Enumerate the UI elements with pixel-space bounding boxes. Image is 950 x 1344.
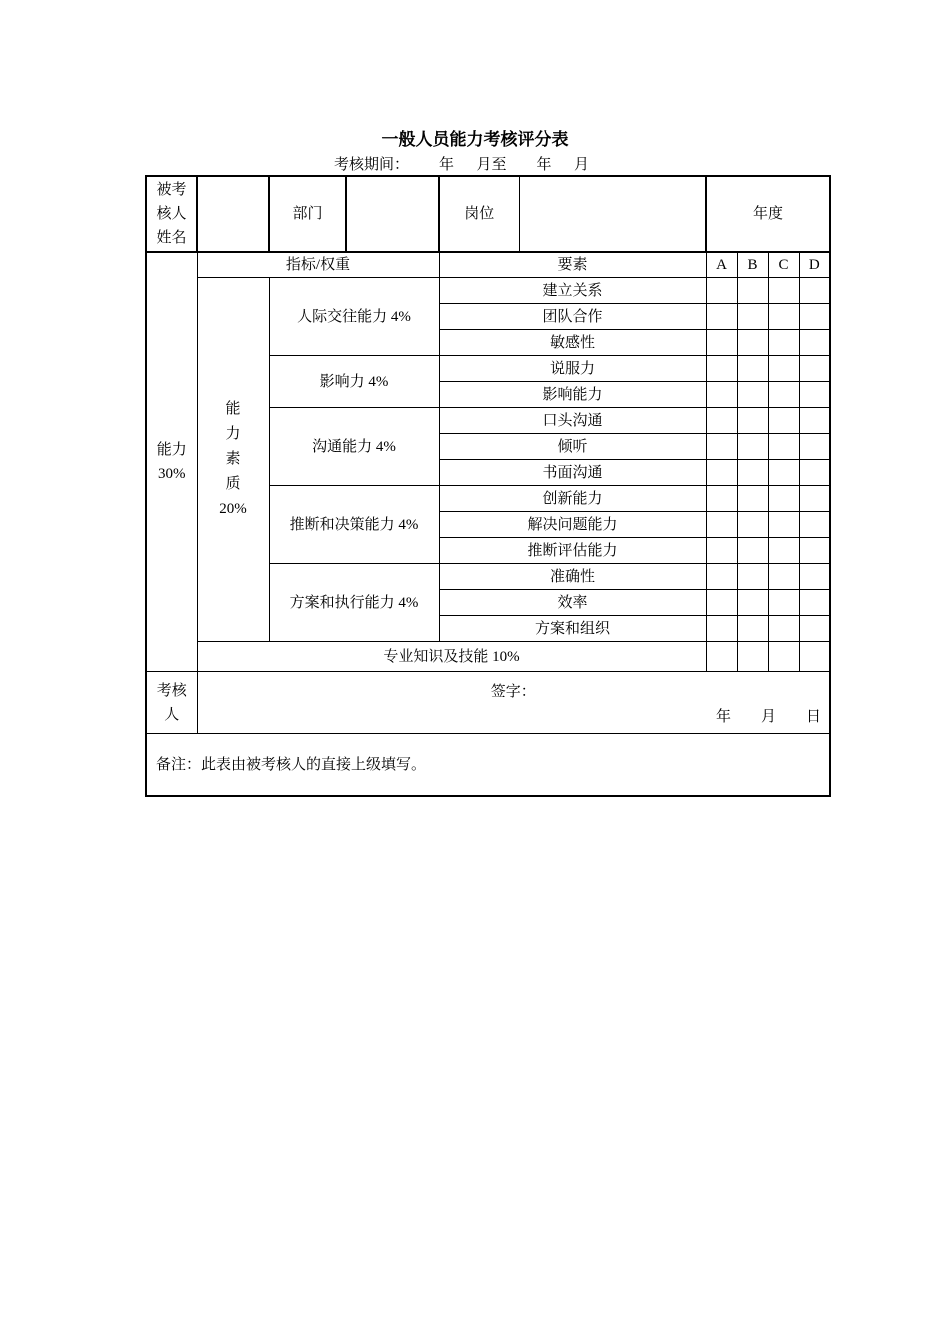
dept-label: 部门	[269, 176, 346, 252]
element-cell: 敏感性	[439, 330, 706, 356]
element-grade-c[interactable]	[768, 330, 799, 356]
element-cell: 建立关系	[439, 278, 706, 304]
element-header: 要素	[439, 252, 706, 278]
element-grade-c[interactable]	[768, 408, 799, 434]
grade-header-a: A	[706, 252, 737, 278]
element-cell: 方案和组织	[439, 616, 706, 642]
element-grade-c[interactable]	[768, 538, 799, 564]
skills-grade-c[interactable]	[768, 642, 799, 672]
signature-label: 签字：	[490, 684, 536, 700]
indicator-header: 指标/权重	[197, 252, 439, 278]
element-grade-b[interactable]	[737, 538, 768, 564]
skills-grade-d[interactable]	[799, 642, 830, 672]
grade-header-b: B	[737, 252, 768, 278]
element-grade-a[interactable]	[706, 538, 737, 564]
element-grade-a[interactable]	[706, 278, 737, 304]
reviewer-row	[146, 672, 830, 734]
note-text: 备注：此表由被考核人的直接上级填写。	[146, 734, 830, 797]
element-grade-d[interactable]	[799, 512, 830, 538]
element-cell: 创新能力	[439, 486, 706, 512]
year-label: 年度	[706, 176, 830, 252]
element-grade-b[interactable]	[737, 616, 768, 642]
element-grade-b[interactable]	[737, 278, 768, 304]
element-grade-c[interactable]	[768, 356, 799, 382]
element-grade-b[interactable]	[737, 486, 768, 512]
element-grade-a[interactable]	[706, 460, 737, 486]
element-grade-b[interactable]	[737, 382, 768, 408]
reviewer-signature-area[interactable]	[197, 672, 830, 734]
element-grade-b[interactable]	[737, 408, 768, 434]
ability-label-text: 能力 30%	[156, 442, 187, 482]
indicator-group: 沟通能力 4%	[269, 408, 439, 486]
element-grade-a[interactable]	[706, 356, 737, 382]
skills-grade-a[interactable]	[706, 642, 737, 672]
element-cell: 团队合作	[439, 304, 706, 330]
element-grade-b[interactable]	[737, 330, 768, 356]
element-grade-d[interactable]	[799, 590, 830, 616]
element-grade-b[interactable]	[737, 512, 768, 538]
element-cell: 影响能力	[439, 382, 706, 408]
element-grade-d[interactable]	[799, 382, 830, 408]
element-grade-c[interactable]	[768, 382, 799, 408]
element-grade-c[interactable]	[768, 512, 799, 538]
element-grade-c[interactable]	[768, 434, 799, 460]
element-grade-d[interactable]	[799, 434, 830, 460]
element-grade-c[interactable]	[768, 590, 799, 616]
ability-label	[146, 252, 197, 672]
element-grade-c[interactable]	[768, 304, 799, 330]
quality-label	[197, 278, 269, 642]
element-grade-c[interactable]	[768, 616, 799, 642]
signature-date: 年 月 日	[716, 709, 822, 725]
post-value[interactable]	[519, 176, 706, 252]
indicator-group: 推断和决策能力 4%	[269, 486, 439, 564]
form-title: 一般人员能力考核评分表	[381, 130, 569, 149]
element-cell: 效率	[439, 590, 706, 616]
indicator-group: 人际交往能力 4%	[269, 278, 439, 356]
header-row	[146, 176, 830, 252]
indicator-group: 方案和执行能力 4%	[269, 564, 439, 642]
element-cell: 说服力	[439, 356, 706, 382]
element-cell: 解决问题能力	[439, 512, 706, 538]
element-cell: 口头沟通	[439, 408, 706, 434]
assessment-period: 考核期间： 年 月至 年 月	[334, 157, 590, 173]
element-grade-a[interactable]	[706, 590, 737, 616]
element-row	[146, 278, 830, 304]
element-grade-d[interactable]	[799, 460, 830, 486]
element-grade-d[interactable]	[799, 486, 830, 512]
element-grade-d[interactable]	[799, 330, 830, 356]
grade-header-d: D	[799, 252, 830, 278]
element-grade-d[interactable]	[799, 278, 830, 304]
name-value[interactable]	[197, 176, 269, 252]
element-grade-c[interactable]	[768, 460, 799, 486]
quality-label-text: 能 力 素 质 20%	[219, 401, 247, 517]
element-grade-c[interactable]	[768, 564, 799, 590]
element-grade-d[interactable]	[799, 538, 830, 564]
element-grade-c[interactable]	[768, 278, 799, 304]
element-grade-d[interactable]	[799, 304, 830, 330]
element-grade-a[interactable]	[706, 382, 737, 408]
assessment-table	[145, 175, 831, 797]
element-grade-b[interactable]	[737, 564, 768, 590]
element-grade-a[interactable]	[706, 330, 737, 356]
column-header-row	[146, 252, 830, 278]
element-cell: 准确性	[439, 564, 706, 590]
element-grade-a[interactable]	[706, 486, 737, 512]
reviewer-label-text: 考核 人	[156, 682, 187, 723]
skills-label: 专业知识及技能 10%	[197, 642, 706, 672]
element-grade-d[interactable]	[799, 616, 830, 642]
post-label: 岗位	[439, 176, 519, 252]
element-grade-b[interactable]	[737, 434, 768, 460]
element-cell: 倾听	[439, 434, 706, 460]
element-grade-d[interactable]	[799, 408, 830, 434]
skills-row	[146, 642, 830, 672]
element-grade-b[interactable]	[737, 356, 768, 382]
indicator-group: 影响力 4%	[269, 356, 439, 408]
element-grade-a[interactable]	[706, 616, 737, 642]
element-grade-d[interactable]	[799, 356, 830, 382]
element-grade-b[interactable]	[737, 460, 768, 486]
name-label-text: 被考 核人 姓名	[156, 182, 187, 246]
note-row	[146, 734, 830, 797]
element-grade-a[interactable]	[706, 564, 737, 590]
element-cell: 推断评估能力	[439, 538, 706, 564]
element-grade-a[interactable]	[706, 512, 737, 538]
element-grade-b[interactable]	[737, 304, 768, 330]
dept-value[interactable]	[346, 176, 439, 252]
grade-header-c: C	[768, 252, 799, 278]
element-grade-c[interactable]	[768, 486, 799, 512]
skills-grade-b[interactable]	[737, 642, 768, 672]
element-grade-d[interactable]	[799, 564, 830, 590]
element-grade-b[interactable]	[737, 590, 768, 616]
element-grade-a[interactable]	[706, 304, 737, 330]
element-grade-a[interactable]	[706, 408, 737, 434]
element-grade-a[interactable]	[706, 434, 737, 460]
name-label	[146, 176, 197, 252]
element-cell: 书面沟通	[439, 460, 706, 486]
reviewer-label	[146, 672, 197, 734]
